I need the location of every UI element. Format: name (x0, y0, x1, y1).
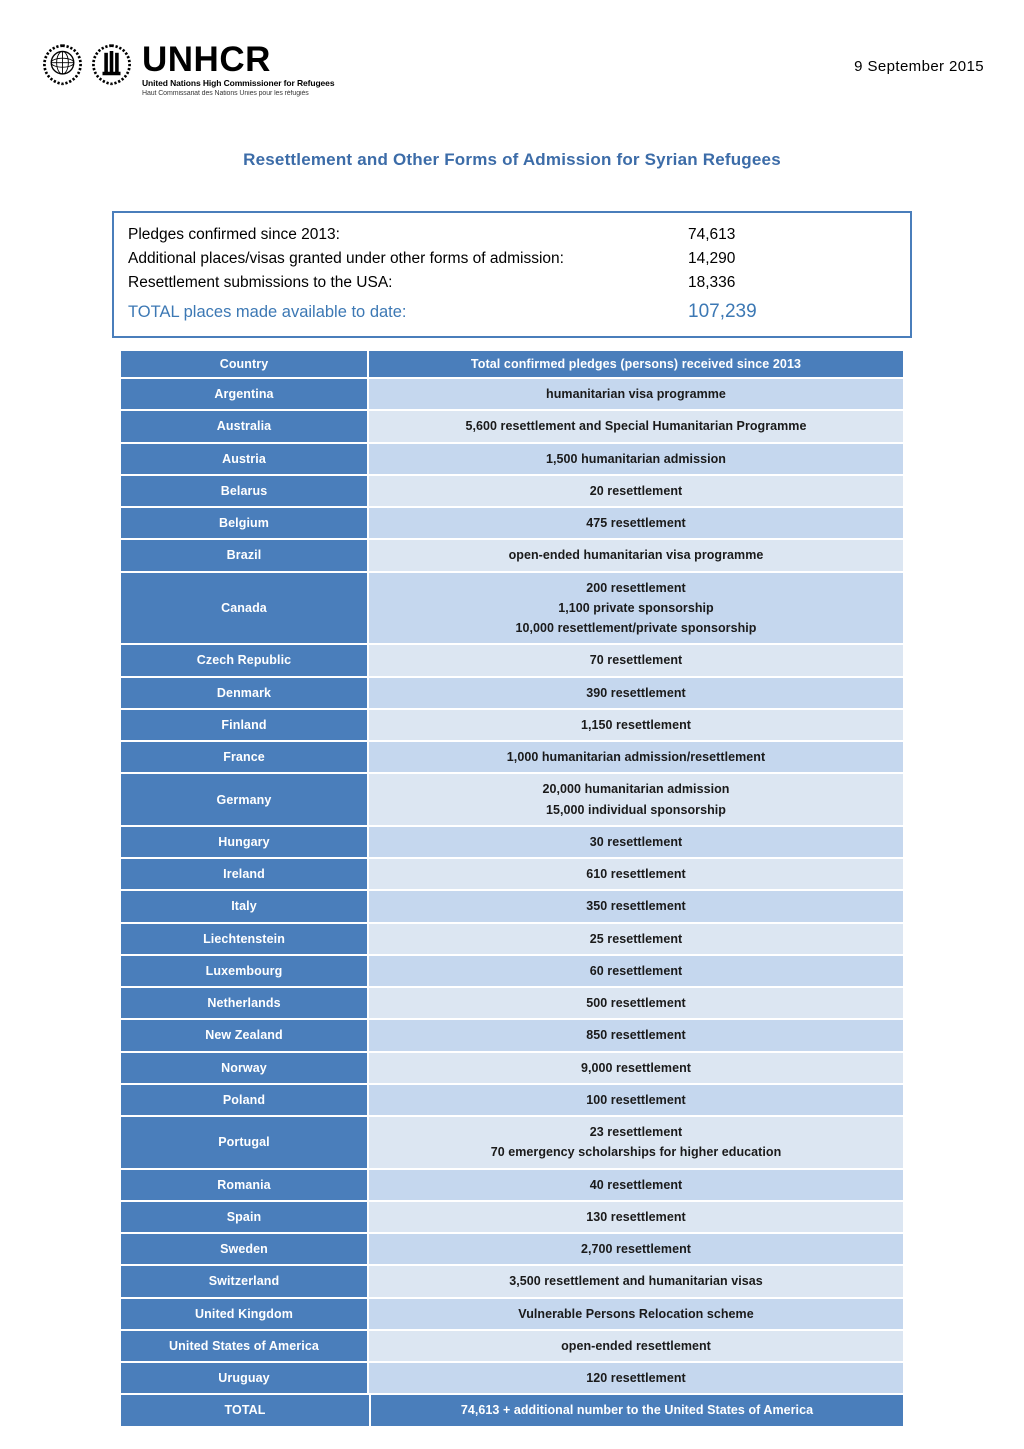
table-cell-detail (369, 924, 903, 956)
detail-line: 40 resettlement (589, 1177, 683, 1192)
table-cell-country: Sweden (121, 1234, 369, 1266)
table-cell-country: New Zealand (121, 1020, 369, 1052)
table-row (121, 678, 903, 710)
table-cell-detail (369, 645, 903, 677)
table-cell-detail (369, 956, 903, 988)
summary-value: 14,290 (688, 250, 736, 268)
table-row (121, 1363, 903, 1395)
table-cell-country: Brazil (121, 540, 369, 572)
table-cell-detail (369, 540, 903, 572)
summary-total-value: 107,239 (688, 301, 757, 323)
detail-line: 610 resettlement (586, 867, 686, 881)
table-row (121, 1202, 903, 1234)
unhcr-hands-laurel-emblem (89, 42, 134, 87)
table-cell-country: Norway (121, 1053, 369, 1085)
detail-line: 5,600 resettlement and Special Humanitarian Programme (465, 419, 807, 434)
table-row (121, 1234, 903, 1266)
table-row (121, 859, 903, 891)
table-cell-detail (369, 742, 903, 774)
table-total-label: TOTAL (121, 1395, 369, 1425)
summary-label: Resettlement submissions to the USA: (128, 274, 393, 292)
table-cell-detail (369, 476, 903, 508)
table-cell-detail (369, 508, 903, 540)
table-row (121, 924, 903, 956)
table-cell-country: Hungary (121, 827, 369, 859)
table-row (121, 956, 903, 988)
detail-line: 1,100 private sponsorship (558, 600, 714, 615)
table-cell-country: Austria (121, 444, 369, 476)
table-cell-country: Ireland (121, 859, 369, 891)
detail-line: 60 resettlement (589, 963, 683, 978)
detail-line: Vulnerable Persons Relocation scheme (518, 1306, 754, 1321)
table-row (121, 645, 903, 677)
detail-line: 200 resettlement (586, 580, 686, 595)
detail-line: 70 resettlement (589, 653, 683, 668)
logo-emblems (40, 42, 134, 87)
detail-line: 350 resettlement (586, 899, 686, 914)
detail-line: 500 resettlement (586, 996, 686, 1010)
table-total-row (121, 1395, 903, 1425)
summary-value: 18,336 (688, 274, 736, 292)
table-cell-country: Canada (121, 573, 369, 646)
table-body (121, 379, 903, 1426)
table-row (121, 508, 903, 540)
unhcr-logo (40, 40, 334, 98)
table-row (121, 988, 903, 1020)
logo-wordmark (142, 40, 334, 98)
un-globe-laurel-emblem (40, 42, 85, 87)
table-cell-detail (369, 988, 903, 1020)
table-cell-detail (369, 710, 903, 742)
table-cell-detail (369, 1085, 903, 1117)
table-cell-country: Italy (121, 891, 369, 923)
table-cell-detail (369, 1202, 903, 1234)
detail-line: 20,000 humanitarian admission (542, 782, 730, 797)
table-cell-detail (369, 1363, 903, 1395)
summary-box (112, 211, 912, 338)
page-title: Resettlement and Other Forms of Admission for Syrian Refugees (243, 150, 781, 169)
detail-line: open-ended humanitarian visa programme (508, 548, 764, 563)
summary-row (128, 271, 896, 295)
table-row (121, 827, 903, 859)
table-cell-country: Finland (121, 710, 369, 742)
detail-line: 3,500 resettlement and humanitarian visas (509, 1274, 763, 1289)
table-cell-country: United States of America (121, 1331, 369, 1363)
table-row (121, 774, 903, 827)
table-cell-detail (369, 1170, 903, 1202)
detail-line: 1,150 resettlement (581, 717, 691, 732)
table-row (121, 742, 903, 774)
table-cell-detail (369, 444, 903, 476)
summary-total-row (128, 297, 896, 326)
table-row (121, 1266, 903, 1298)
table-cell-detail (369, 774, 903, 827)
table-cell-country: Romania (121, 1170, 369, 1202)
table-header-row (121, 351, 903, 379)
detail-line: 475 resettlement (586, 516, 686, 530)
table-row (121, 1170, 903, 1202)
table-cell-detail (369, 678, 903, 710)
document-date: 9 September 2015 (854, 58, 984, 75)
table-row (121, 1299, 903, 1331)
detail-line: 30 resettlement (589, 834, 683, 849)
table-row (121, 540, 903, 572)
table-cell-detail (369, 1053, 903, 1085)
table-cell-country: Denmark (121, 678, 369, 710)
table-row (121, 444, 903, 476)
detail-line: 1,000 humanitarian admission/resettlement (506, 750, 766, 764)
table-cell-country: France (121, 742, 369, 774)
detail-line: 10,000 resettlement/private sponsorship (515, 621, 757, 635)
table-cell-country: Belgium (121, 508, 369, 540)
logo-subtitle-french: Haut Commissariat des Nations Unies pour les réfugiés (142, 89, 309, 97)
detail-line: 1,500 humanitarian admission (546, 451, 726, 466)
table-row (121, 710, 903, 742)
table-cell-detail (369, 1266, 903, 1298)
table-row (121, 1020, 903, 1052)
table-cell-detail (369, 859, 903, 891)
page-header (40, 40, 984, 100)
table-total-value: 74,613 + additional number to the United States of America (369, 1395, 903, 1425)
summary-row (128, 247, 896, 271)
table-cell-country: Uruguay (121, 1363, 369, 1395)
table-cell-country: Czech Republic (121, 645, 369, 677)
detail-line: 2,700 resettlement (581, 1242, 691, 1256)
table-cell-country: Poland (121, 1085, 369, 1117)
table-cell-country: Luxembourg (121, 956, 369, 988)
table-row (121, 891, 903, 923)
summary-total-label: TOTAL places made available to date: (128, 303, 407, 322)
table-row (121, 476, 903, 508)
table-row (121, 411, 903, 443)
table-cell-country: Netherlands (121, 988, 369, 1020)
detail-line: 20 resettlement (589, 483, 683, 498)
summary-row (128, 223, 896, 247)
summary-label: Additional places/visas granted under other forms of admission: (128, 250, 564, 268)
table-row (121, 573, 903, 646)
table-cell-country: Switzerland (121, 1266, 369, 1298)
table-cell-detail (369, 1234, 903, 1266)
table-cell-country: Spain (121, 1202, 369, 1234)
detail-line: 25 resettlement (589, 931, 683, 946)
detail-line: 130 resettlement (586, 1209, 686, 1224)
pledges-table (121, 351, 903, 1426)
table-cell-country: Liechtenstein (121, 924, 369, 956)
table-cell-country: Belarus (121, 476, 369, 508)
detail-line: 120 resettlement (586, 1371, 686, 1385)
detail-line: 15,000 individual sponsorship (546, 802, 726, 817)
table-cell-detail (369, 1117, 903, 1170)
detail-line: 9,000 resettlement (581, 1060, 691, 1075)
logo-subtitle-english: United Nations High Commissioner for Refugees (142, 78, 335, 88)
detail-line: humanitarian visa programme (546, 387, 726, 401)
table-cell-detail (369, 1299, 903, 1331)
table-cell-detail (369, 379, 903, 411)
summary-value: 74,613 (688, 226, 736, 243)
table-cell-detail (369, 891, 903, 923)
table-row (121, 1085, 903, 1117)
table-cell-country: Australia (121, 411, 369, 443)
detail-line: 850 resettlement (586, 1028, 686, 1043)
detail-line: open-ended resettlement (561, 1338, 711, 1353)
table-cell-country: Argentina (121, 379, 369, 411)
detail-line: 23 resettlement (589, 1125, 683, 1139)
table-cell-detail (369, 573, 903, 646)
table-cell-detail (369, 1331, 903, 1363)
column-header-country: Country (121, 351, 369, 379)
table-cell-country: Germany (121, 774, 369, 827)
table-row (121, 379, 903, 411)
table-row (121, 1331, 903, 1363)
table-cell-detail (369, 827, 903, 859)
table-row (121, 1117, 903, 1170)
detail-line: 100 resettlement (586, 1092, 686, 1107)
table-cell-country: Portugal (121, 1117, 369, 1170)
column-header-detail: Total confirmed pledges (persons) received since 2013 (369, 351, 903, 379)
detail-line: 390 resettlement (586, 685, 686, 700)
logo-wordmark-text: UNHCR (142, 40, 271, 79)
table-cell-detail (369, 1020, 903, 1052)
table-cell-detail (369, 411, 903, 443)
summary-label: Pledges confirmed since 2013: (128, 226, 340, 243)
table-row (121, 1053, 903, 1085)
table-cell-country: United Kingdom (121, 1299, 369, 1331)
detail-line: 70 emergency scholarships for higher education (490, 1145, 782, 1160)
